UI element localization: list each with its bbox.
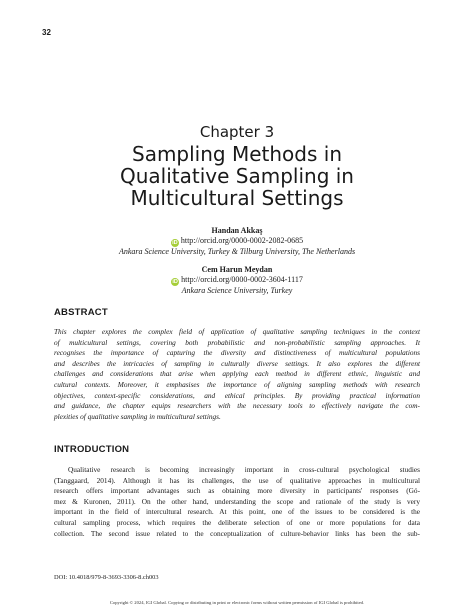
introduction-line: (Tanggaard, 2014). Although it has its challenges, the use of qualitative approaches in multicultural xyxy=(54,475,420,485)
chapter-title-line: Sampling Methods in xyxy=(132,142,342,166)
abstract-line: recognises the importance of capturing the diversity and distinctiveness of multicultural populations xyxy=(54,348,420,358)
author-affiliation: Ankara Science University, Turkey xyxy=(181,286,293,295)
introduction-line: Qualitative research is becoming increasingly important in cross-cultural psychological studies xyxy=(68,465,420,474)
orcid-icon: iD xyxy=(172,279,178,285)
orcid-link[interactable]: http://orcid.org/0000-0002-2082-0685 xyxy=(180,236,304,245)
author-affiliation: Ankara Science University, Turkey & Tilburg University, The Netherlands xyxy=(118,247,356,256)
orcid-line xyxy=(0,275,474,286)
abstract-line: plexities of qualitative sampling in multicultural settings. xyxy=(54,411,221,421)
chapter-title-line: Multicultural Settings xyxy=(130,186,344,210)
introduction-line: cultural sampling process, which requires the deliberate selection of one or more populations for data xyxy=(54,517,420,527)
abstract-line: challenges and considerations that arise when applying each method in different ethnic, linguistic and xyxy=(54,369,420,379)
doi-label: DOI: 10.4018/979-8-3693-3306-8.ch003 xyxy=(54,574,159,581)
abstract-line: and describes the intricacies of sampling in culturally diverse settings. It also explores the different xyxy=(54,358,420,368)
abstract-line: cultural contexts. Moreover, it emphasises the importance of aligning sampling methods with research xyxy=(54,379,420,389)
orcid-line xyxy=(0,236,474,247)
introduction-line: research offers important advantages such as obtaining more diversity in participants' responses (Gó- xyxy=(54,486,420,496)
copyright-notice: Copyright © 2024, IGI Global. Copying or distributing in print or electronic forms without written permission of IGI Global is prohibited. xyxy=(109,600,365,605)
introduction-line: collection. The second issue related to the conceptualization of culture-behavior links has been the sub- xyxy=(54,528,420,538)
author-name: Cem Harun Meydan xyxy=(201,265,273,274)
orcid-link[interactable]: http://orcid.org/0000-0002-3604-1117 xyxy=(181,275,303,284)
abstract-line: objectives, context-specific considerations, and ethical principles. By providing practical information xyxy=(54,390,420,400)
abstract-heading: ABSTRACT xyxy=(54,307,108,318)
introduction-line: mez & Kuronen, 2011). On the other hand, understanding the scope and rationale of the study is very xyxy=(54,496,420,506)
page-number: 32 xyxy=(42,28,51,37)
author-name: Handan Akkaş xyxy=(211,226,263,235)
author-block xyxy=(0,265,474,296)
abstract-line: This chapter explores the complex field of application of qualitative sampling techniques in the context xyxy=(54,327,420,336)
introduction-body xyxy=(54,465,420,539)
author-block xyxy=(0,226,474,257)
chapter-label: Chapter 3 xyxy=(199,123,275,141)
orcid-icon: iD xyxy=(172,240,178,246)
abstract-line: and guidance, the chapter equips researchers with the necessary tools to effectively navigate the com- xyxy=(54,401,420,411)
introduction-line: important in the field of intercultural research. At this point, one of the issues to be considered is the xyxy=(54,507,420,517)
abstract-line: of multicultural settings, covering both probabilistic and non-probabilistic sampling approaches. It xyxy=(54,337,420,347)
introduction-heading: INTRODUCTION xyxy=(54,444,130,455)
chapter-title xyxy=(60,143,414,209)
chapter-title-line: Qualitative Sampling in xyxy=(120,164,354,188)
abstract-body xyxy=(54,327,420,422)
